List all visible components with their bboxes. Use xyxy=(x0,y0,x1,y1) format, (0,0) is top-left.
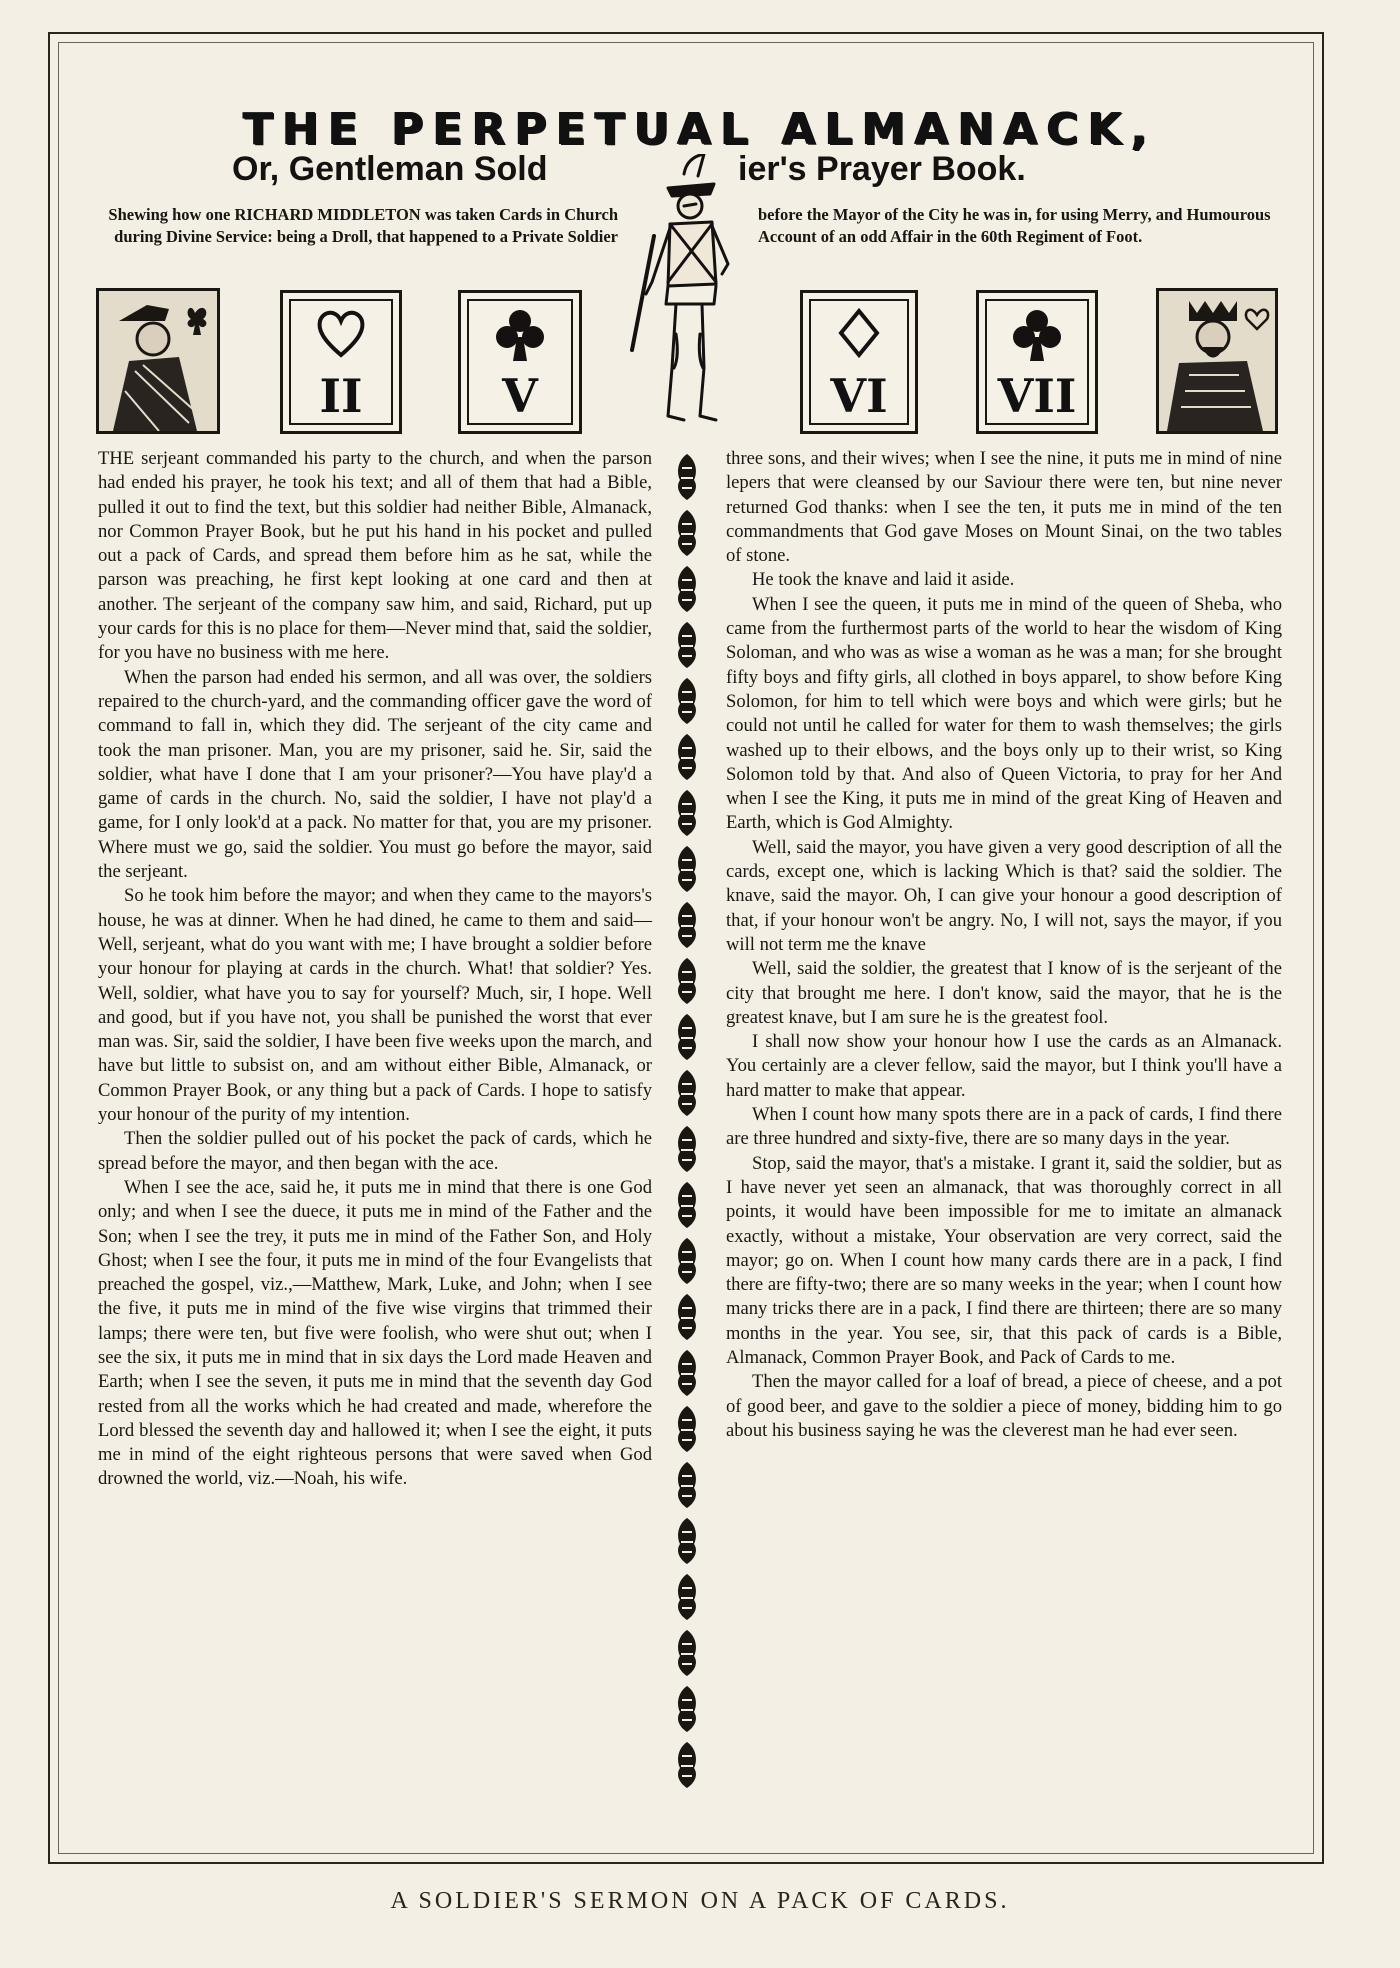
card-five-of-clubs xyxy=(458,290,582,434)
card-two-of-hearts xyxy=(280,290,402,434)
paragraph: Then the soldier pulled out of his pocket the pack of cards, which he spread before the mayor, and then began with the ace. xyxy=(98,1128,652,1174)
soldier-illustration xyxy=(624,154,748,428)
heart-icon xyxy=(316,307,366,359)
subtitle-right: ier's Prayer Book. xyxy=(738,150,1026,188)
paragraph: When I see the queen, it puts me in mind of the queen of Sheba, who came from the furthermost parts of the world to hear the wisdom of King Soloman, and who was as wise a woman as he was a man; for she brought fifty boys and fifty girls, all clothed in boys apparel, to show before King Solomon, for him to tell which were boys and which were girls; but he could not until he called for water for them to wash themselves; the girls washed up to their elbows, and the boys only up to their wrist, so King Solomon told by that. And also of Queen Victoria, to pray for her And when I see the King, it puts me in mind of the great King of Heaven and Earth, which is God Almighty. xyxy=(726,593,1282,834)
diamond-icon xyxy=(837,307,881,359)
club-icon xyxy=(1010,307,1064,363)
right-column xyxy=(726,447,1282,1443)
page-caption: A SOLDIER'S SERMON ON A PACK OF CARDS. xyxy=(390,1888,1010,1914)
ornamental-divider xyxy=(674,454,700,1792)
paragraph: When I see the ace, said he, it puts me in mind that there is one God only; and when I see the duece, it puts me in mind of the Father and the Son; when I see the trey, it puts me in mind of the Father Son, and Holy Ghost; when I see the four, it puts me in mind of the four Evangelists that preached the gospel, viz.,—Matthew, Mark, Luke, and John; when I see the five, it puts me in mind of the five wise virgins that trimmed their lamps; there were ten, but five were foolish, who were shut out; when I see the six, it puts me in mind that in six days the Lord made Heaven and Earth; when I see the seven, it puts me in mind that the seventh day God rested from all the works which he had created and made, wherefore the Lord blessed the seventh day and hallowed it; when I see the eight, it puts me in mind of the eight righteous persons that were saved when God drowned the world, viz.—Noah, his wife. xyxy=(98,1176,652,1490)
card-numeral: II xyxy=(319,369,363,423)
jack-of-spades-card xyxy=(96,288,220,434)
card-numeral: V xyxy=(502,369,538,423)
paragraph: Then the mayor called for a loaf of bread, a piece of cheese, and a pot of good beer, and gave to the soldier a piece of money, bidding him to go about his business saying he was the cleverest man he had ever seen. xyxy=(726,1371,1282,1441)
paragraph: When the parson had ended his sermon, and all was over, the soldiers repaired to the church-yard, and the commanding officer gave the word of command to fall in, which they did. The serjeant of the city came and took the man prisoner. Man, you are my prisoner, said he. Sir, said the soldier, what have I done that I am your prisoner?—You have play'd a game of cards in the church. No, said the soldier, I have not play'd a game, for I only look'd at a pack. No matter for that, you are my prisoner. Where must we go, said the soldier. You must go before the mayor, said the serjeant. xyxy=(98,666,652,883)
intro-right: before the Mayor of the City he was in, for using Merry, and Humourous Account of an odd Affair in the 60th Regiment of Foot. xyxy=(758,205,1271,246)
paragraph: THE serjeant commanded his party to the church, and when the parson had ended his prayer, he took his text; and all of them that had a Bible, pulled it out to find the text, but this soldier had neither Bible, Almanack, nor Common Prayer Book, but he put his hand in his pocket and pulled out a pack of Cards, and spread them before him as he sat, while the parson was preaching, he first kept looking at one card and then at another. The serjeant of the company saw him, and said, Richard, put up your cards for this is no place for them—Never mind that, said the soldier, for you have no business with me here. xyxy=(98,448,652,664)
paragraph: I shall now show your honour how I use the cards as an Almanack. You certainly are a clever fellow, said the mayor, but I think you'll have a hard matter to make that appear. xyxy=(726,1031,1282,1101)
card-seven-of-clubs xyxy=(976,290,1098,434)
paragraph: Stop, said the mayor, that's a mistake. I grant it, said the soldier, but as I have never yet seen an almanack, that was thoroughly correct in all points, it would have been impossible for me to imitate an almanack exactly, without a mistake, Your observation are very correct, said the mayor; go on. When I count how many cards there are in a pack, I find there are fifty-two; there are so many weeks in the year; when I count how many tricks there are in a pack, I find there are thirteen; there are so many months in the year. You see, sir, that this pack of cards is a Bible, Almanack, Common Prayer Book, and Pack of Cards to me. xyxy=(726,1152,1282,1368)
card-six-of-diamonds xyxy=(800,290,918,434)
club-icon xyxy=(493,307,547,363)
king-of-hearts-card xyxy=(1156,288,1278,434)
king-figure-icon xyxy=(1159,291,1275,431)
jack-figure-icon xyxy=(99,291,217,431)
card-numeral: VI xyxy=(830,369,888,423)
paragraph: three sons, and their wives; when I see the nine, it puts me in mind of nine lepers that were cleansed by our Saviour there were ten, but nine never returned God thanks: when I see the ten, it puts me in mind of the ten commandments that God gave Moses on Mount Sinai, on the two tables of stone. xyxy=(726,448,1282,567)
subtitle-left: Or, Gentleman Sold xyxy=(232,150,548,188)
left-column xyxy=(98,447,652,1492)
card-numeral: VII xyxy=(997,369,1077,423)
paragraph: He took the knave and laid it aside. xyxy=(752,569,1015,591)
page-title: THE PERPETUAL ALMANACK, xyxy=(243,104,1157,155)
paragraph: When I count how many spots there are in a pack of cards, I find there are three hundred and sixty-five, there are so many days in the year. xyxy=(726,1104,1282,1150)
intro-left: Shewing how one RICHARD MIDDLETON was taken Cards in Church during Divine Service: being a Droll, that happened to a Private Soldier xyxy=(108,205,618,246)
paragraph: Well, said the mayor, you have given a very good description of all the cards, except one, which is lacking Which is that? said the soldier. The knave, said the mayor. Oh, I can give your honour a good description of that, if your honour won't be angry. No, I will not, says the mayor, if you will not term me the knave xyxy=(726,836,1282,955)
paragraph: Well, said the soldier, the greatest that I know of is the serjeant of the city that brought me here. I don't know, said the mayor, that he is the greatest knave, but I am sure he is the greatest fool. xyxy=(726,958,1282,1028)
paragraph: So he took him before the mayor; and when they came to the mayors's house, he was at dinner. When he had dined, he came to them and said—Well, serjeant, what do you want with me; I have brought a soldier before your honour for playing at cards in the church. What! that soldier? Yes. Well, soldier, what have you to say for yourself? Much, sir, I hope. Well and good, but if you have not, you shall be punished the worst that ever man was. Sir, said the soldier, I have been five weeks upon the march, and have but little to subsist on, and am without either Bible, Almanack, or Common Prayer Book, or any thing but a pack of Cards. I hope to satisfy your honour of the purity of my intention. xyxy=(98,885,652,1126)
